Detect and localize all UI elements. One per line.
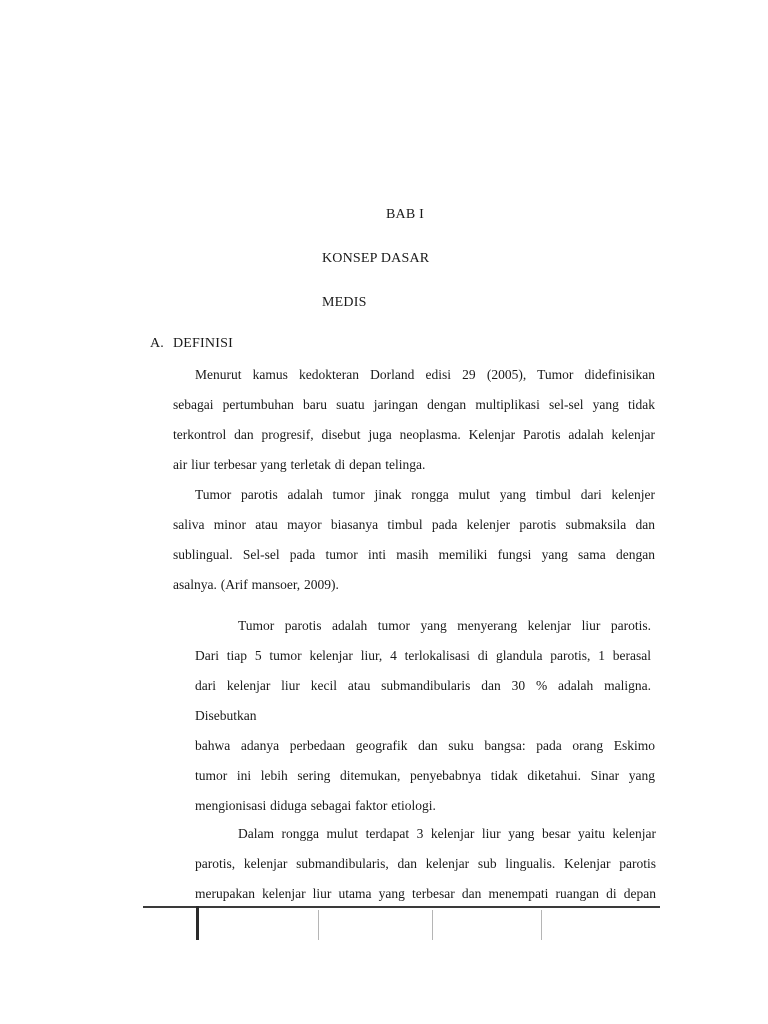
paragraph-3-line: tumor ini lebih sering ditemukan, penyebabnya tidak diketahui. Sinar yang xyxy=(195,768,655,783)
paragraph-2-line: Tumor parotis adalah tumor jinak rongga mulut yang timbul dari kelenjer xyxy=(195,487,655,502)
paragraph-3-line: bahwa adanya perbedaan geografik dan suku bangsa: pada orang Eskimo xyxy=(195,738,655,753)
paragraph-3-line: Dari tiap 5 tumor kelenjar liur, 4 terlokalisasi di glandula parotis, 1 berasal xyxy=(195,648,651,663)
chapter-heading: BAB I xyxy=(386,207,424,222)
section-label: DEFINISI xyxy=(173,336,233,351)
paragraph-1-line: air liur terbesar yang terletak di depan telinga. xyxy=(173,457,426,472)
paragraph-4-line: merupakan kelenjar liur utama yang terbesar dan menempati ruangan di depan xyxy=(195,886,656,901)
paragraph-3-line: Disebutkan xyxy=(195,708,257,723)
paragraph-1-line: terkontrol dan progresif, disebut juga neoplasma. Kelenjar Parotis adalah kelenjar xyxy=(173,427,655,442)
paragraph-3-line: dari kelenjar liur kecil atau submandibularis dan 30 % adalah maligna. xyxy=(195,678,651,693)
paragraph-2-line: saliva minor atau mayor biasanya timbul pada kelenjer parotis submaksila dan xyxy=(173,517,655,532)
paragraph-1-line: sebagai pertumbuhan baru suatu jaringan dengan multiplikasi sel-sel yang tidak xyxy=(173,397,655,412)
section-marker: A. xyxy=(150,336,165,351)
paragraph-2-line: asalnya. (Arif mansoer, 2009). xyxy=(173,577,339,592)
paragraph-3-line: Tumor parotis adalah tumor yang menyerang kelenjar liur parotis. xyxy=(238,618,651,633)
paragraph-4-line: parotis, kelenjar submandibularis, dan kelenjar sub lingualis. Kelenjar parotis xyxy=(195,856,656,871)
chapter-title-line-2: MEDIS xyxy=(322,295,367,310)
paragraph-1-line: Menurut kamus kedokteran Dorland edisi 29 (2005), Tumor didefinisikan xyxy=(195,367,655,382)
footer-divider xyxy=(541,910,542,940)
footer-divider xyxy=(318,910,319,940)
chapter-title-line-1: KONSEP DASAR xyxy=(322,251,430,266)
paragraph-4-line: Dalam rongga mulut terdapat 3 kelenjar liur yang besar yaitu kelenjar xyxy=(238,826,656,841)
paragraph-2-line: sublingual. Sel-sel pada tumor inti masih memiliki fungsi yang sama dengan xyxy=(173,547,655,562)
paragraph-3-line: mengionisasi diduga sebagai faktor etiologi. xyxy=(195,798,436,813)
footer-margin-bar xyxy=(196,906,199,940)
footer-rule xyxy=(143,906,660,908)
footer-divider xyxy=(432,910,433,940)
